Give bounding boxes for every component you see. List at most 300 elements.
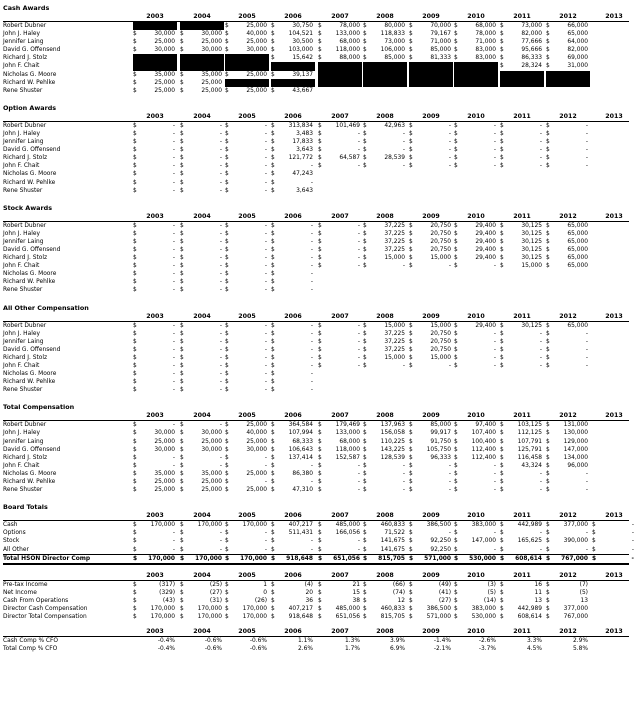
cell-value: 86,380 [292, 470, 313, 477]
currency-symbol: $ [500, 538, 504, 545]
currency-symbol: $ [225, 287, 229, 294]
table-row [3, 537, 634, 545]
value-cell [500, 286, 544, 294]
value-cell [225, 486, 269, 494]
cell-value: 118,000 [335, 446, 360, 453]
cell-value: 103,000 [288, 47, 313, 54]
cell-value: 571,000 [424, 555, 451, 562]
currency-symbol: $ [225, 330, 229, 337]
cell-value: - [310, 346, 313, 353]
cell-value: - [219, 338, 222, 345]
cell-value: - [264, 530, 267, 537]
currency-symbol: $ [133, 171, 137, 178]
row-label: Richard J. Stolz [3, 454, 48, 461]
cell-value: 20,750 [430, 338, 451, 345]
currency-symbol: $ [409, 330, 413, 337]
currency-symbol: $ [225, 530, 229, 537]
currency-symbol: $ [271, 462, 275, 469]
currency-symbol: $ [180, 470, 184, 477]
cell-value: (317) [159, 581, 175, 588]
value-cell [500, 230, 544, 238]
section-title-board-totals: Board Totals [3, 503, 48, 512]
cell-value: - [310, 338, 313, 345]
cell-value: 65,000 [567, 255, 588, 262]
cell-value: 485,000 [335, 605, 360, 612]
cell-value: 30,125 [521, 222, 542, 229]
currency-symbol: $ [500, 589, 504, 596]
currency-symbol: $ [225, 87, 229, 94]
cell-value: -2.1% [433, 646, 451, 653]
value-cell [133, 146, 177, 154]
cell-value: - [585, 338, 588, 345]
currency-symbol: $ [318, 605, 322, 612]
row-label: Robert Dubner [3, 122, 47, 129]
value-cell [133, 537, 177, 545]
currency-symbol: $ [271, 330, 275, 337]
value-cell [271, 597, 315, 605]
currency-symbol: $ [271, 422, 275, 429]
currency-symbol: $ [500, 613, 504, 620]
currency-symbol: $ [180, 71, 184, 78]
value-cell [592, 54, 636, 62]
currency-symbol: $ [133, 179, 137, 186]
currency-symbol: $ [363, 330, 367, 337]
table-row [3, 46, 629, 54]
value-cell [180, 478, 224, 486]
value-cell [133, 462, 177, 470]
value-cell [225, 278, 269, 286]
value-cell [409, 179, 453, 187]
cell-value: - [219, 530, 222, 537]
value-cell [546, 46, 590, 54]
currency-symbol: $ [133, 371, 137, 378]
value-cell [363, 286, 407, 294]
currency-symbol: $ [546, 155, 550, 162]
cell-value: - [493, 122, 496, 129]
row-label: Cash [3, 522, 18, 529]
currency-symbol: $ [180, 454, 184, 461]
currency-symbol: $ [454, 155, 458, 162]
cell-value: - [493, 363, 496, 369]
value-cell [363, 138, 407, 146]
row-label: John F. Chait [3, 263, 40, 270]
value-cell [592, 246, 636, 254]
cell-value: - [539, 479, 542, 486]
currency-symbol: $ [180, 238, 184, 245]
currency-symbol: $ [546, 23, 550, 29]
row-label: Richard W. Pehlke [3, 79, 56, 86]
cell-value: - [357, 139, 360, 146]
year-header-2009: 2009 [422, 112, 440, 120]
cell-value: - [172, 454, 175, 461]
value-cell [500, 278, 544, 286]
redacted-cell [271, 79, 315, 87]
currency-symbol: $ [546, 555, 551, 562]
cell-value: -0.6% [249, 646, 267, 653]
currency-symbol: $ [500, 47, 504, 54]
cell-value: 30,125 [521, 322, 542, 329]
value-cell [592, 130, 636, 138]
currency-symbol: $ [318, 430, 322, 437]
currency-symbol: $ [454, 322, 458, 329]
cell-value: - [264, 187, 267, 194]
value-cell [500, 446, 544, 454]
cell-value: 3,643 [296, 187, 313, 194]
cell-value: 71,000 [430, 39, 451, 46]
value-cell [133, 378, 177, 386]
currency-symbol: $ [454, 354, 458, 361]
value-cell [225, 270, 269, 278]
cell-value: - [585, 139, 588, 146]
value-cell [592, 346, 636, 354]
currency-symbol: $ [133, 271, 137, 278]
currency-symbol: $ [454, 230, 458, 237]
cell-value: - [631, 555, 634, 562]
currency-symbol: $ [318, 470, 322, 477]
currency-symbol: $ [318, 246, 322, 253]
cell-value: 165,625 [517, 538, 542, 545]
value-cell [454, 122, 498, 130]
currency-symbol: $ [225, 454, 229, 461]
value-cell [500, 454, 544, 462]
value-cell [592, 122, 636, 130]
value-cell [271, 486, 315, 494]
value-cell [133, 278, 177, 286]
table-row [3, 79, 629, 87]
currency-symbol: $ [133, 530, 137, 537]
table-row [3, 605, 629, 613]
cell-value: 5.8% [573, 646, 588, 653]
value-cell [318, 589, 362, 597]
year-header-2003: 2003 [146, 512, 164, 520]
cell-value: 15,000 [384, 255, 405, 262]
redacted-cell [454, 62, 498, 70]
currency-symbol: $ [133, 155, 137, 162]
currency-symbol: $ [318, 230, 322, 237]
cell-value: 15,000 [430, 322, 451, 329]
value-cell [592, 537, 636, 545]
value-cell [592, 555, 636, 563]
currency-symbol: $ [546, 63, 550, 70]
year-header-2004: 2004 [193, 112, 211, 120]
cell-value: - [172, 171, 175, 178]
cell-value: - [219, 246, 222, 253]
cell-value: 15,000 [430, 354, 451, 361]
cell-value: - [172, 279, 175, 286]
cell-value: - [264, 179, 267, 186]
cell-value: 383,000 [471, 605, 496, 612]
cell-value: - [402, 263, 405, 270]
value-cell [133, 354, 177, 362]
value-cell [409, 529, 453, 537]
cell-value: 107,994 [288, 430, 313, 437]
value-cell [133, 637, 177, 645]
cell-value: - [264, 139, 267, 146]
currency-symbol: $ [454, 130, 458, 137]
cell-value: 767,000 [563, 613, 588, 620]
row-label: Rene Shuster [3, 87, 43, 94]
currency-symbol: $ [225, 487, 229, 494]
row-label: Jennifer Laing [3, 39, 44, 46]
cell-value: 16 [534, 581, 542, 588]
cell-value: 96,333 [430, 454, 451, 461]
value-cell [271, 146, 315, 154]
cell-value: 28,324 [521, 63, 542, 70]
cell-value: 47,310 [292, 487, 313, 494]
cell-value: - [264, 330, 267, 337]
value-cell [180, 470, 224, 478]
value-cell [500, 270, 544, 278]
row-label: Total HSON Director Comp [3, 555, 91, 562]
value-cell [592, 62, 636, 70]
cell-value: 651,056 [335, 613, 360, 620]
cell-value: 28,539 [384, 155, 405, 162]
value-cell [363, 354, 407, 362]
currency-symbol: $ [500, 338, 504, 345]
cell-value: - [402, 462, 405, 469]
cell-value: 141,675 [380, 546, 405, 553]
value-cell [546, 546, 590, 554]
currency-symbol: $ [363, 354, 367, 361]
value-cell [454, 138, 498, 146]
value-cell [180, 386, 224, 394]
cell-value: - [493, 155, 496, 162]
currency-symbol: $ [133, 379, 137, 386]
cell-value: - [219, 230, 222, 237]
currency-symbol: $ [363, 613, 367, 620]
currency-symbol: $ [271, 23, 275, 29]
currency-symbol: $ [271, 487, 275, 494]
value-cell [225, 71, 269, 79]
cell-value: 30,500 [292, 39, 313, 46]
value-cell [363, 270, 407, 278]
year-header-row [3, 313, 629, 322]
currency-symbol: $ [363, 487, 367, 494]
value-cell [180, 79, 224, 87]
value-cell [318, 421, 362, 429]
currency-symbol: $ [271, 255, 275, 262]
currency-symbol: $ [225, 613, 229, 620]
currency-symbol: $ [180, 179, 184, 186]
currency-symbol: $ [409, 581, 413, 588]
value-cell [592, 454, 636, 462]
redacted-cell [318, 79, 362, 87]
cell-value: - [219, 279, 222, 286]
value-cell [225, 322, 269, 330]
currency-symbol: $ [500, 605, 504, 612]
value-cell [546, 470, 590, 478]
cell-value: 112,400 [471, 446, 496, 453]
value-cell [318, 270, 362, 278]
value-cell [592, 146, 636, 154]
currency-symbol: $ [454, 430, 458, 437]
cell-value: 134,000 [563, 454, 588, 461]
cell-value: - [402, 470, 405, 477]
row-label: John J. Haley [3, 330, 40, 337]
currency-symbol: $ [133, 79, 137, 86]
value-cell [363, 555, 407, 563]
value-cell [225, 354, 269, 362]
value-cell [409, 429, 453, 437]
currency-symbol: $ [454, 462, 458, 469]
year-header-2009: 2009 [422, 412, 440, 420]
cell-value: - [357, 238, 360, 245]
row-label: John F. Chait [3, 63, 40, 70]
year-header-2013: 2013 [605, 512, 623, 520]
value-cell [318, 30, 362, 38]
cell-value: 3.3% [527, 638, 542, 645]
currency-symbol: $ [363, 346, 367, 353]
value-cell [318, 486, 362, 494]
cell-value: 39,137 [292, 71, 313, 78]
value-cell [363, 346, 407, 354]
cell-value: 35,000 [154, 71, 175, 78]
cell-value: - [172, 147, 175, 154]
value-cell [180, 537, 224, 545]
cell-value: - [219, 179, 222, 186]
table-row [3, 54, 629, 62]
cell-value: 30,000 [201, 446, 222, 453]
value-cell [409, 386, 453, 394]
currency-symbol: $ [133, 122, 137, 129]
value-cell [225, 22, 269, 30]
cell-value: - [493, 147, 496, 154]
value-cell [592, 270, 636, 278]
value-cell [592, 187, 636, 195]
cell-value: - [357, 322, 360, 329]
cell-value: 99,917 [430, 430, 451, 437]
currency-symbol: $ [454, 422, 458, 429]
value-cell [546, 637, 590, 645]
currency-symbol: $ [225, 130, 229, 137]
currency-symbol: $ [225, 279, 229, 286]
currency-symbol: $ [546, 363, 550, 369]
redacted-cell [318, 62, 362, 70]
row-label: David G. Offensend [3, 246, 61, 253]
cell-value: 73,000 [384, 39, 405, 46]
value-cell [225, 138, 269, 146]
cell-value: 100,400 [471, 438, 496, 445]
currency-symbol: $ [454, 163, 458, 170]
cell-value: 112,400 [471, 454, 496, 461]
cell-value: 25,000 [246, 470, 267, 477]
currency-symbol: $ [409, 487, 413, 494]
table-row [3, 362, 629, 370]
cell-value: 78,000 [339, 23, 360, 29]
value-cell [500, 362, 544, 370]
year-header-2013: 2013 [605, 112, 623, 120]
currency-symbol: $ [271, 430, 275, 437]
currency-symbol: $ [363, 581, 367, 588]
year-header-2007: 2007 [331, 112, 349, 120]
cell-value: - [172, 230, 175, 237]
year-header-2008: 2008 [376, 112, 394, 120]
cell-value: - [448, 487, 451, 494]
currency-symbol: $ [271, 187, 275, 194]
year-header-2011: 2011 [513, 571, 531, 579]
value-cell [133, 330, 177, 338]
table-row [3, 87, 629, 95]
currency-symbol: $ [454, 555, 459, 562]
cell-value: 313,834 [288, 122, 313, 129]
value-cell [225, 537, 269, 545]
value-cell [409, 438, 453, 446]
value-cell [454, 470, 498, 478]
currency-symbol: $ [318, 438, 322, 445]
year-header-row [3, 213, 629, 222]
value-cell [409, 370, 453, 378]
value-cell [454, 238, 498, 246]
value-cell [271, 254, 315, 262]
table-row [3, 421, 629, 429]
cell-value: - [172, 187, 175, 194]
cell-value: - [357, 346, 360, 353]
value-cell [592, 170, 636, 178]
cell-value: - [357, 222, 360, 229]
year-header-2006: 2006 [284, 571, 302, 579]
year-header-2008: 2008 [376, 412, 394, 420]
value-cell [318, 238, 362, 246]
table-row [3, 254, 629, 262]
value-cell [318, 46, 362, 54]
currency-symbol: $ [133, 387, 137, 394]
cell-value: - [264, 371, 267, 378]
value-cell [225, 546, 269, 554]
currency-symbol: $ [271, 130, 275, 137]
value-cell [225, 605, 269, 613]
value-cell [409, 246, 453, 254]
value-cell [180, 429, 224, 437]
year-header-2006: 2006 [284, 512, 302, 520]
currency-symbol: $ [133, 430, 137, 437]
cell-value: - [539, 338, 542, 345]
value-cell [454, 637, 498, 645]
value-cell [180, 454, 224, 462]
row-label: Stock [3, 538, 20, 545]
value-cell [454, 346, 498, 354]
currency-symbol: $ [318, 581, 322, 588]
redacted-cell [409, 79, 453, 87]
value-cell [180, 486, 224, 494]
value-cell [454, 130, 498, 138]
value-cell [225, 246, 269, 254]
currency-symbol: $ [271, 246, 275, 253]
value-cell [500, 146, 544, 154]
row-label: John J. Haley [3, 230, 40, 237]
row-label: Nicholas G. Moore [3, 371, 57, 378]
value-cell [271, 230, 315, 238]
currency-symbol: $ [454, 23, 458, 29]
value-cell [318, 138, 362, 146]
value-cell [133, 581, 177, 589]
currency-symbol: $ [180, 79, 184, 86]
currency-symbol: $ [225, 605, 229, 612]
currency-symbol: $ [271, 271, 275, 278]
value-cell [133, 162, 177, 170]
value-cell [592, 438, 636, 446]
cell-value: - [172, 271, 175, 278]
currency-symbol: $ [363, 263, 367, 270]
value-cell [133, 170, 177, 178]
currency-symbol: $ [225, 179, 229, 186]
cell-value: - [357, 130, 360, 137]
currency-symbol: $ [225, 263, 229, 270]
value-cell [225, 238, 269, 246]
cell-value: - [264, 363, 267, 369]
value-cell [500, 613, 544, 621]
currency-symbol: $ [133, 139, 137, 146]
cell-value: - [310, 387, 313, 394]
